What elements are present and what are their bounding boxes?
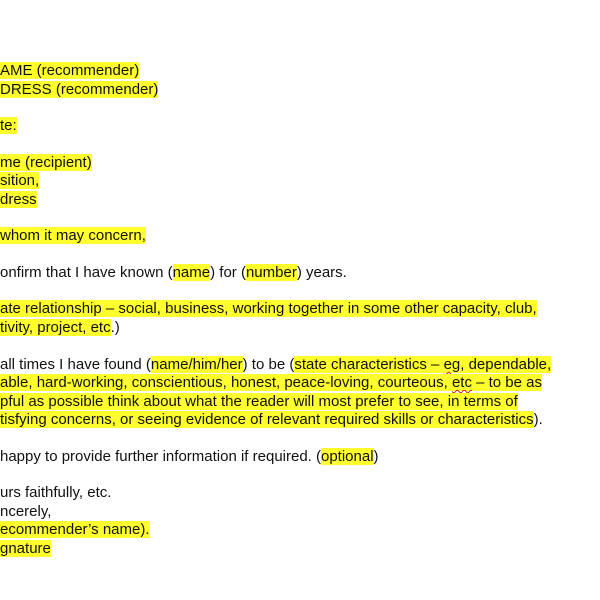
sender-name-line [0,62,139,80]
further-info-line [0,448,379,466]
confirm-pre: onfirm that I have known ( [0,264,173,281]
characteristics-text-1a: state characteristics – [294,356,444,373]
closing-text-1: urs faithfully, etc. [0,484,112,501]
recipient-name-line [0,154,92,172]
characteristics-mid: ) to be ( [242,356,295,373]
characteristics-line-3 [0,393,518,411]
characteristics-line-4 [0,411,543,429]
sender-address: DRESS (recommender) [0,81,159,98]
further-info-pre: happy to provide further information if required. ( [0,448,321,465]
salutation-line [0,227,146,245]
closing-line-1 [0,484,111,502]
relationship-line-1 [0,300,537,318]
recipient-address: dress [0,191,37,208]
relationship-close: .) [110,319,120,336]
recipient-position: sition, [0,172,40,189]
relationship-line-2 [0,319,120,337]
characteristics-line-2 [0,374,542,392]
characteristics-text-3: pful as possible think about what the reader will most prefer to see, in terms of [0,393,518,410]
characteristics-text-2a: able, hard-working, conscientious, honest, peace-loving, courteous, [0,374,452,391]
spelling-flag-eg: eg [443,356,461,373]
salutation: whom it may concern, [0,227,146,244]
spelling-flag-etc: etc [451,374,472,391]
date-line [0,117,17,135]
confirm-name-placeholder: name [172,264,211,281]
further-info-post: ) [373,448,379,465]
optional-placeholder: optional [321,448,374,465]
confirm-mid: ) for ( [210,264,246,281]
characteristics-name-placeholder: name/him/her [150,356,243,373]
confirm-number-placeholder: number [245,264,297,281]
characteristics-text-1b: , dependable, [460,356,552,373]
closing-line-2 [0,503,51,521]
recipient-address-line [0,191,37,209]
confirm-paragraph [0,264,347,282]
characteristics-pre: all times I have found ( [0,356,151,373]
sender-name: AME (recommender) [0,62,140,79]
recommender-name-placeholder: ecommender’s name). [0,521,150,538]
closing-text-2: ncerely, [0,503,52,520]
signature-placeholder: gnature [0,540,51,557]
relationship-text-1: ate relationship – social, business, working together in some other capacity, club, [0,300,537,317]
date-label: te: [0,117,17,134]
characteristics-line-1 [0,356,551,374]
relationship-text-2: tivity, project, etc [0,319,111,336]
sender-address-line [0,81,158,99]
closing-line-3 [0,521,150,539]
closing-line-4 [0,540,51,558]
characteristics-text-2b: – to be as [471,374,543,391]
confirm-post: ) years. [296,264,347,281]
characteristics-close: ). [533,411,543,428]
recipient-name: me (recipient) [0,154,92,171]
recipient-position-line [0,172,39,190]
characteristics-text-4: tisfying concerns, or seeing evidence of relevant required skills or characteristics [0,411,534,428]
